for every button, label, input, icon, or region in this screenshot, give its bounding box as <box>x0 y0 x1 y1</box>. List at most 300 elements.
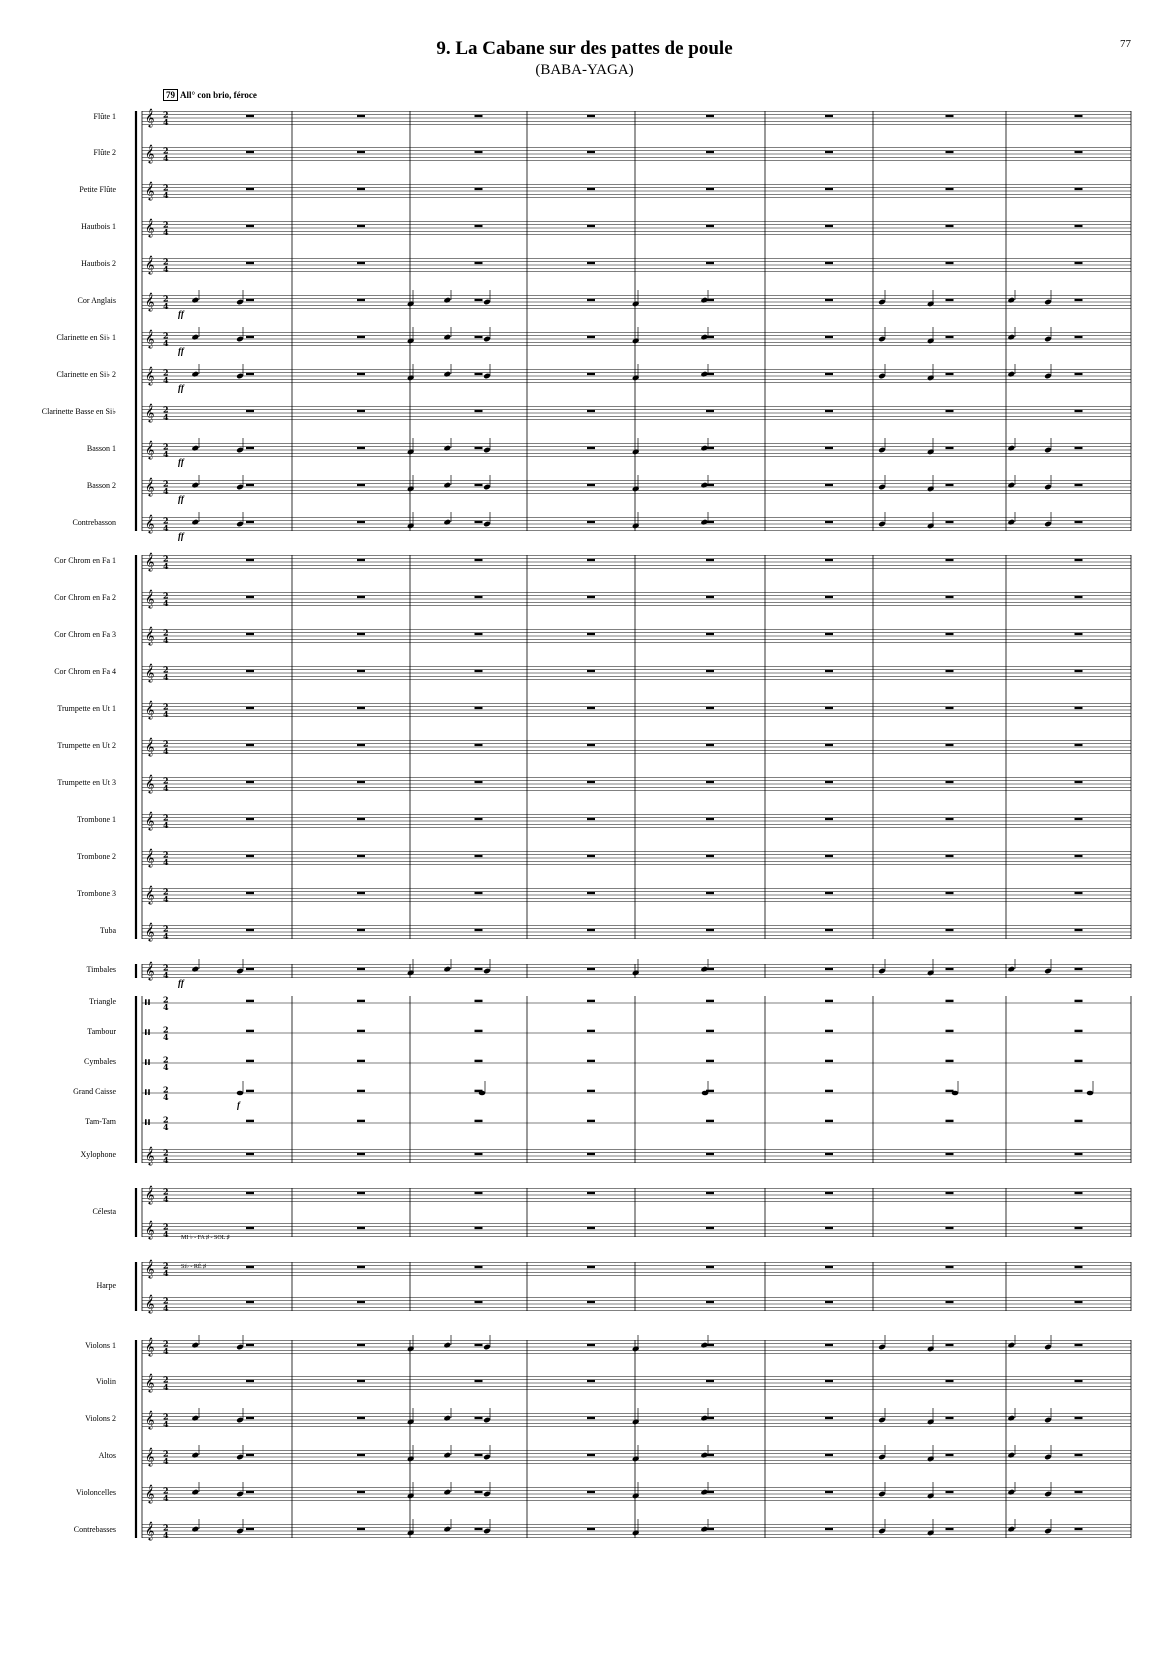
staff-18-rest <box>825 781 833 783</box>
staff-18-rest <box>357 781 365 783</box>
staff-strings-0-rest <box>357 1344 365 1346</box>
notes-6-notehead <box>407 338 415 345</box>
staff-26-rest <box>1075 1060 1083 1062</box>
staff-14-rest <box>587 633 595 635</box>
staff-18-rest <box>1075 781 1083 783</box>
staff-22-timesig-bottom: 4 <box>163 931 169 941</box>
staff-19-rest <box>946 818 954 820</box>
notes-10-notehead <box>191 482 199 489</box>
staff-celesta-0-rest <box>587 1192 595 1194</box>
label-hautbois-2: Hautbois 2 <box>81 259 116 268</box>
staff-celesta-1-timesig-bottom: 4 <box>163 1229 169 1239</box>
staff-26-timesig-top: 2 <box>163 1054 169 1065</box>
staff-4-rest <box>706 262 714 264</box>
label-timbales: Timbales <box>86 965 116 974</box>
staff-8-rest <box>946 410 954 412</box>
notes-5-notehead <box>927 301 935 308</box>
notes-11-notehead <box>927 523 935 530</box>
staff-14-rest <box>357 633 365 635</box>
harp-pedal-lower: Si♭ - RÉ ♯ <box>181 1264 206 1270</box>
staff-22-rest <box>1075 929 1083 931</box>
staff-2-rest <box>1075 188 1083 190</box>
notes-7-notehead <box>632 375 640 382</box>
label-trombone-1: Trombone 1 <box>76 815 116 824</box>
staff-29-rest <box>357 1153 365 1155</box>
staff-harpe-0-clef: 𝄞 <box>145 1259 155 1278</box>
staff-strings-1-rest <box>825 1380 833 1382</box>
staff-0-timesig-bottom: 4 <box>163 117 169 127</box>
staff-6-rest <box>825 336 833 338</box>
staff-29-rest <box>706 1153 714 1155</box>
staff-7-timesig-top: 2 <box>163 367 169 378</box>
staff-28-rest <box>246 1120 254 1122</box>
staff-18-rest <box>475 781 483 783</box>
staff-strings-3-clef: 𝄞 <box>145 1447 155 1466</box>
staff-16-rest <box>587 707 595 709</box>
staff-1-clef: 𝄞 <box>145 144 155 163</box>
staff-2-clef: 𝄞 <box>145 181 155 200</box>
label-trumpette-en-ut-1: Trumpette en Ut 1 <box>57 704 116 713</box>
staff-strings-4-rest <box>246 1491 254 1493</box>
staff-25-rest <box>946 1030 954 1032</box>
staff-21-rest <box>357 892 365 894</box>
staff-8-rest <box>706 410 714 412</box>
staff-strings-1-rest <box>357 1380 365 1382</box>
staff-13-rest <box>825 596 833 598</box>
staff-12-rest <box>1075 559 1083 561</box>
staff-21-rest <box>246 892 254 894</box>
staff-20-clef: 𝄞 <box>145 848 155 867</box>
staff-harpe-1-rest <box>475 1301 483 1303</box>
staff-24-timesig-top: 2 <box>163 994 169 1005</box>
label-basson-2: Basson 2 <box>86 481 116 490</box>
staff-celesta-0-timesig-bottom: 4 <box>163 1194 169 1204</box>
staff-28-rest <box>475 1120 483 1122</box>
staff-strings-4-rest <box>357 1491 365 1493</box>
staff-26-rest <box>706 1060 714 1062</box>
staff-5-rest <box>946 299 954 301</box>
label-contrebasses: Contrebasses <box>73 1525 116 1534</box>
staff-harpe-0-rest <box>1075 1266 1083 1268</box>
staff-28-rest <box>706 1120 714 1122</box>
staff-0-clef: 𝄞 <box>145 108 155 127</box>
notes-9-notehead <box>1007 445 1015 452</box>
staff-19-timesig-bottom: 4 <box>163 820 169 830</box>
staff-13-rest <box>475 596 483 598</box>
staff-strings-3-timesig-top: 2 <box>163 1448 169 1459</box>
staff-9-clef: 𝄞 <box>145 440 155 459</box>
notes-strings-2-notehead <box>191 1415 199 1422</box>
staff-21-timesig-bottom: 4 <box>163 894 169 904</box>
staff-23-timesig-bottom: 4 <box>163 970 169 980</box>
staff-celesta-0-rest <box>246 1192 254 1194</box>
notes-9-notehead <box>407 449 415 456</box>
staff-9-rest <box>246 447 254 449</box>
staff-3-rest <box>1075 225 1083 227</box>
staff-strings-0-timesig-top: 2 <box>163 1338 169 1349</box>
notes-5-notehead <box>1007 297 1015 304</box>
staff-15-timesig-bottom: 4 <box>163 672 169 682</box>
staff-21-timesig-top: 2 <box>163 886 169 897</box>
staff-harpe-1-rest <box>706 1301 714 1303</box>
staff-22-rest <box>706 929 714 931</box>
staff-22-rest <box>246 929 254 931</box>
staff-25-rest <box>1075 1030 1083 1032</box>
staff-0-rest <box>946 115 954 117</box>
staff-24-rest <box>475 1000 483 1002</box>
staff-29-timesig-bottom: 4 <box>163 1155 169 1165</box>
notes-10-notehead <box>700 482 708 489</box>
staff-23-rest <box>357 968 365 970</box>
notes-strings-3-notehead <box>191 1452 199 1459</box>
staff-16-timesig-bottom: 4 <box>163 709 169 719</box>
label-violoncelles: Violoncelles <box>76 1488 116 1497</box>
staff-23-rest <box>1075 968 1083 970</box>
label-cor-chrom-en-fa-1: Cor Chrom en Fa 1 <box>54 556 116 565</box>
staff-strings-0-rest <box>946 1344 954 1346</box>
notes-6-notehead <box>700 334 708 341</box>
notes-strings-0-notehead <box>632 1346 640 1353</box>
notes-23-notehead <box>632 970 640 977</box>
staff-2-rest <box>475 188 483 190</box>
staff-harpe-0-rest <box>706 1266 714 1268</box>
notes-23-notehead <box>191 966 199 973</box>
staff-11-rest <box>246 521 254 523</box>
staff-strings-5-rest <box>246 1528 254 1530</box>
staff-14-rest <box>946 633 954 635</box>
staff-29-rest <box>246 1153 254 1155</box>
notes-strings-2-notehead <box>443 1415 451 1422</box>
staff-29-clef: 𝄞 <box>145 1146 155 1165</box>
label-cor-anglais: Cor Anglais <box>77 296 116 305</box>
notes-6-notehead <box>1007 334 1015 341</box>
notes-6-notehead <box>927 338 935 345</box>
staff-15-rest <box>706 670 714 672</box>
staff-20-rest <box>475 855 483 857</box>
staff-14-rest <box>1075 633 1083 635</box>
staff-26-timesig-bottom: 4 <box>163 1062 169 1072</box>
label-violons-1: Violons 1 <box>85 1341 116 1350</box>
staff-28-rest <box>946 1120 954 1122</box>
notes-10-notehead <box>407 486 415 493</box>
staff-15-rest <box>357 670 365 672</box>
label-trombone-3: Trombone 3 <box>76 889 116 898</box>
staff-harpe-0-rest <box>475 1266 483 1268</box>
label-harpe: Harpe <box>96 1280 116 1290</box>
staff-9-timesig-bottom: 4 <box>163 449 169 459</box>
staff-1-rest <box>706 151 714 153</box>
staff-1-rest <box>825 151 833 153</box>
dynamic-ff: ff <box>178 383 184 393</box>
staff-strings-0-rest <box>587 1344 595 1346</box>
staff-13-timesig-bottom: 4 <box>163 598 169 608</box>
notes-9-notehead <box>443 445 451 452</box>
staff-5-rest <box>825 299 833 301</box>
staff-celesta-1-rest <box>1075 1227 1083 1229</box>
staff-18-rest <box>246 781 254 783</box>
staff-27-rest <box>246 1090 254 1092</box>
notes-strings-3-notehead <box>632 1456 640 1463</box>
staff-strings-1-rest <box>246 1380 254 1382</box>
staff-harpe-0-rest <box>825 1266 833 1268</box>
staff-26-rest <box>357 1060 365 1062</box>
staff-celesta-1-timesig-top: 2 <box>163 1221 169 1232</box>
staff-21-rest <box>1075 892 1083 894</box>
label-violons-2: Violons 2 <box>85 1414 116 1423</box>
staff-harpe-1-clef: 𝄞 <box>145 1294 155 1313</box>
notes-strings-4-notehead <box>191 1489 199 1496</box>
notes-7-notehead <box>927 375 935 382</box>
staff-9-rest <box>475 447 483 449</box>
staff-4-rest <box>1075 262 1083 264</box>
notes-23-notehead <box>700 966 708 973</box>
staff-8-rest <box>1075 410 1083 412</box>
staff-1-rest <box>246 151 254 153</box>
notes-7-notehead <box>1007 371 1015 378</box>
staff-21-clef: 𝄞 <box>145 885 155 904</box>
staff-26-clef: 𝄥 <box>145 1053 150 1072</box>
staff-7-rest <box>1075 373 1083 375</box>
staff-8-rest <box>246 410 254 412</box>
staff-20-rest <box>1075 855 1083 857</box>
staff-5-clef: 𝄞 <box>145 292 155 311</box>
notes-5-notehead <box>191 297 199 304</box>
staff-strings-1-timesig-bottom: 4 <box>163 1382 169 1392</box>
staff-20-rest <box>825 855 833 857</box>
staff-4-rest <box>825 262 833 264</box>
label-altos: Altos <box>98 1451 116 1460</box>
staff-0-rest <box>825 115 833 117</box>
staff-11-rest <box>587 521 595 523</box>
staff-13-rest <box>246 596 254 598</box>
staff-strings-2-rest <box>357 1417 365 1419</box>
staff-16-rest <box>1075 707 1083 709</box>
staff-15-rest <box>825 670 833 672</box>
staff-8-rest <box>587 410 595 412</box>
staff-strings-0-rest <box>825 1344 833 1346</box>
notes-10-notehead <box>443 482 451 489</box>
staff-strings-3-rest <box>587 1454 595 1456</box>
staff-17-timesig-top: 2 <box>163 738 169 749</box>
staff-24-clef: 𝄥 <box>145 993 150 1012</box>
staff-2-rest <box>246 188 254 190</box>
staff-25-rest <box>825 1030 833 1032</box>
label-violin: Violin <box>96 1377 116 1386</box>
staff-23-rest <box>825 968 833 970</box>
staff-13-rest <box>357 596 365 598</box>
notes-strings-0-notehead <box>700 1342 708 1349</box>
staff-8-timesig-top: 2 <box>163 404 169 415</box>
staff-19-timesig-top: 2 <box>163 812 169 823</box>
grand-caisse-hit <box>702 1091 709 1096</box>
staff-strings-0-clef: 𝄞 <box>145 1337 155 1356</box>
staff-strings-1-rest <box>706 1380 714 1382</box>
staff-25-rest <box>706 1030 714 1032</box>
notes-strings-3-notehead <box>1007 1452 1015 1459</box>
notes-10-notehead <box>632 486 640 493</box>
staff-strings-4-rest <box>475 1491 483 1493</box>
notes-9-notehead <box>927 449 935 456</box>
staff-23-rest <box>587 968 595 970</box>
staff-strings-2-rest <box>946 1417 954 1419</box>
dynamic-f: f <box>237 1100 240 1110</box>
staff-17-rest <box>357 744 365 746</box>
staff-strings-2-rest <box>825 1417 833 1419</box>
staff-1-rest <box>1075 151 1083 153</box>
staff-28-timesig-bottom: 4 <box>163 1122 169 1132</box>
staff-8-timesig-bottom: 4 <box>163 412 169 422</box>
staff-12-rest <box>246 559 254 561</box>
staff-12-rest <box>825 559 833 561</box>
staff-3-rest <box>706 225 714 227</box>
staff-17-rest <box>946 744 954 746</box>
staff-15-rest <box>475 670 483 672</box>
staff-strings-1-rest <box>475 1380 483 1382</box>
label-fl-te-1: Flûte 1 <box>93 112 116 121</box>
staff-11-rest <box>946 521 954 523</box>
staff-9-rest <box>825 447 833 449</box>
staff-harpe-1-timesig-bottom: 4 <box>163 1303 169 1313</box>
staff-strings-0-rest <box>1075 1344 1083 1346</box>
staff-20-rest <box>706 855 714 857</box>
notes-strings-5-notehead <box>700 1526 708 1533</box>
staff-13-rest <box>587 596 595 598</box>
staff-18-rest <box>946 781 954 783</box>
staff-16-rest <box>706 707 714 709</box>
notes-strings-2-notehead <box>927 1419 935 1426</box>
staff-strings-4-rest <box>946 1491 954 1493</box>
staff-5-rest <box>475 299 483 301</box>
staff-22-rest <box>475 929 483 931</box>
staff-16-clef: 𝄞 <box>145 700 155 719</box>
staff-9-rest <box>357 447 365 449</box>
notes-strings-4-notehead <box>1007 1489 1015 1496</box>
staff-harpe-1-rest <box>946 1301 954 1303</box>
staff-27-rest <box>587 1090 595 1092</box>
staff-10-rest <box>246 484 254 486</box>
staff-17-rest <box>475 744 483 746</box>
notes-strings-5-notehead <box>443 1526 451 1533</box>
staff-10-rest <box>587 484 595 486</box>
grand-caisse-hit <box>1087 1091 1094 1096</box>
staff-24-rest <box>246 1000 254 1002</box>
staff-28-clef: 𝄥 <box>145 1113 150 1132</box>
staff-17-rest <box>246 744 254 746</box>
staff-celesta-1-rest <box>946 1227 954 1229</box>
staff-11-clef: 𝄞 <box>145 514 155 533</box>
staff-3-timesig-bottom: 4 <box>163 227 169 237</box>
staff-24-rest <box>1075 1000 1083 1002</box>
staff-strings-4-timesig-top: 2 <box>163 1485 169 1496</box>
notes-7-notehead <box>443 371 451 378</box>
label-cor-chrom-en-fa-2: Cor Chrom en Fa 2 <box>54 593 116 602</box>
staff-12-rest <box>946 559 954 561</box>
staff-harpe-1-rest <box>357 1301 365 1303</box>
staff-celesta-1-rest <box>475 1227 483 1229</box>
notes-6-notehead <box>191 334 199 341</box>
staff-2-rest <box>706 188 714 190</box>
staff-14-rest <box>475 633 483 635</box>
staff-7-timesig-bottom: 4 <box>163 375 169 385</box>
dynamic-ff: ff <box>178 457 184 467</box>
staff-2-timesig-top: 2 <box>163 182 169 193</box>
harp-pedal-upper: MI ♭ - FA ♯ - SOL ♯ <box>181 1235 230 1241</box>
staff-5-rest <box>246 299 254 301</box>
notes-10-notehead <box>1007 482 1015 489</box>
staff-10-timesig-bottom: 4 <box>163 486 169 496</box>
staff-16-rest <box>475 707 483 709</box>
staff-14-clef: 𝄞 <box>145 626 155 645</box>
staff-29-rest <box>825 1153 833 1155</box>
staff-5-rest <box>587 299 595 301</box>
label-trumpette-en-ut-3: Trumpette en Ut 3 <box>57 778 116 787</box>
notes-7-notehead <box>407 375 415 382</box>
staff-19-rest <box>475 818 483 820</box>
staff-19-clef: 𝄞 <box>145 811 155 830</box>
staff-23-clef: 𝄞 <box>145 961 155 980</box>
staff-7-rest <box>246 373 254 375</box>
staff-0-rest <box>246 115 254 117</box>
staff-15-timesig-top: 2 <box>163 664 169 675</box>
staff-4-clef: 𝄞 <box>145 255 155 274</box>
staff-4-rest <box>246 262 254 264</box>
staff-strings-5-rest <box>587 1528 595 1530</box>
staff-harpe-1-rest <box>1075 1301 1083 1303</box>
notes-11-notehead <box>632 523 640 530</box>
staff-harpe-0-rest <box>357 1266 365 1268</box>
staff-5-timesig-top: 2 <box>163 293 169 304</box>
staff-2-rest <box>357 188 365 190</box>
label-tuba: Tuba <box>99 926 116 935</box>
staff-celesta-1-rest <box>706 1227 714 1229</box>
staff-harpe-1-rest <box>246 1301 254 1303</box>
label-triangle: Triangle <box>89 997 116 1006</box>
staff-10-rest <box>1075 484 1083 486</box>
label-tam-tam: Tam-Tam <box>85 1117 116 1126</box>
staff-3-rest <box>475 225 483 227</box>
staff-celesta-0-rest <box>357 1192 365 1194</box>
notes-10-notehead <box>927 486 935 493</box>
staff-celesta-1-rest <box>246 1227 254 1229</box>
staff-strings-5-rest <box>946 1528 954 1530</box>
staff-15-rest <box>587 670 595 672</box>
staff-15-rest <box>1075 670 1083 672</box>
label-cymbales: Cymbales <box>84 1057 116 1066</box>
staff-1-timesig-bottom: 4 <box>163 153 169 163</box>
staff-harpe-1-rest <box>587 1301 595 1303</box>
staff-25-timesig-bottom: 4 <box>163 1032 169 1042</box>
piece-subtitle: (BABA-YAGA) <box>535 62 634 78</box>
staff-harpe-0-timesig-bottom: 4 <box>163 1268 169 1278</box>
staff-14-rest <box>825 633 833 635</box>
staff-0-rest <box>587 115 595 117</box>
notes-strings-0-notehead <box>927 1346 935 1353</box>
staff-15-clef: 𝄞 <box>145 663 155 682</box>
staff-7-rest <box>475 373 483 375</box>
staff-4-rest <box>475 262 483 264</box>
notes-strings-2-notehead <box>407 1419 415 1426</box>
staff-9-timesig-top: 2 <box>163 441 169 452</box>
staff-4-rest <box>946 262 954 264</box>
staff-20-rest <box>946 855 954 857</box>
staff-12-timesig-top: 2 <box>163 553 169 564</box>
staff-29-rest <box>946 1153 954 1155</box>
staff-harpe-0-timesig-top: 2 <box>163 1260 169 1271</box>
staff-8-rest <box>357 410 365 412</box>
notes-strings-2-notehead <box>700 1415 708 1422</box>
staff-25-rest <box>475 1030 483 1032</box>
staff-2-timesig-bottom: 4 <box>163 190 169 200</box>
